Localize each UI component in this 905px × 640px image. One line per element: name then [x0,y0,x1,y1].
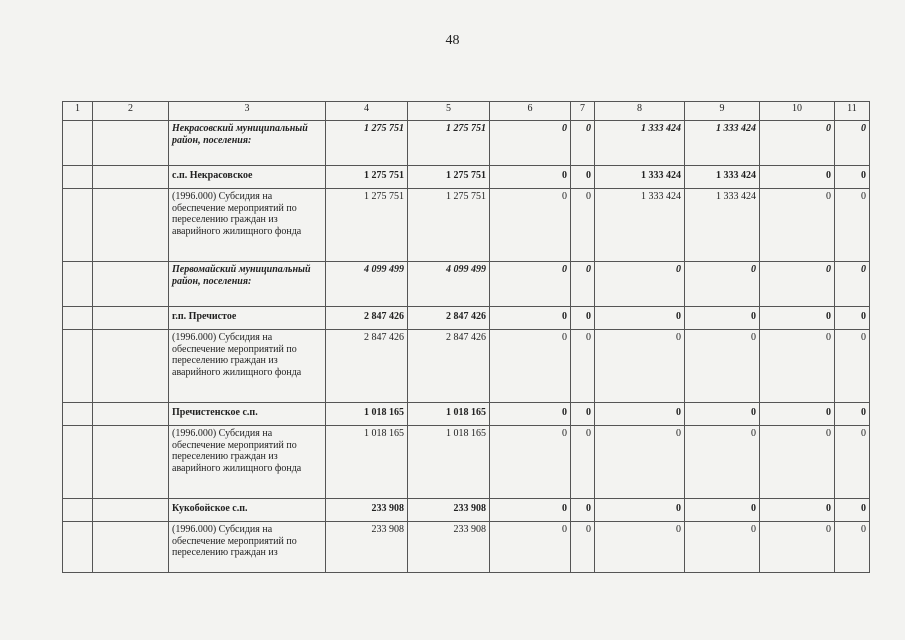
cell-col-8: 0 [595,426,685,499]
cell-col-7: 0 [571,262,595,307]
cell-col-6: 0 [490,166,571,189]
cell-col-4: 1 275 751 [326,121,408,166]
cell-col-4: 2 847 426 [326,307,408,330]
cell-col-4: 1 018 165 [326,403,408,426]
page-number: 48 [445,33,460,48]
cell-col-11: 0 [835,189,870,262]
cell-col-8: 0 [595,522,685,573]
cell-name: Некрасовский муниципальный район, поселения: [169,121,326,166]
cell-col-5: 2 847 426 [408,330,490,403]
cell-col-9: 1 333 424 [685,166,760,189]
cell-col-1 [63,121,93,166]
budget-table [62,101,870,573]
cell-col-7: 0 [571,499,595,522]
cell-col-5: 1 018 165 [408,426,490,499]
cell-col-11: 0 [835,426,870,499]
header-cell: 3 [169,102,326,121]
cell-col-6: 0 [490,121,571,166]
cell-col-11: 0 [835,307,870,330]
cell-col-1 [63,522,93,573]
cell-col-2 [93,522,169,573]
cell-col-10: 0 [760,189,835,262]
cell-col-10: 0 [760,121,835,166]
cell-col-1 [63,403,93,426]
cell-name: (1996.000) Субсидия на обеспечение мероприятий по переселению граждан из аварийного жилищного фонда [169,426,326,499]
cell-col-11: 0 [835,166,870,189]
table-row-detail-last [63,522,870,573]
header-cell: 7 [571,102,595,121]
cell-col-2 [93,262,169,307]
cell-col-7: 0 [571,522,595,573]
header-cell: 1 [63,102,93,121]
cell-col-7: 0 [571,121,595,166]
cell-col-5: 1 275 751 [408,166,490,189]
table-row-settle [63,166,870,189]
cell-col-9: 0 [685,522,760,573]
cell-col-9: 1 333 424 [685,121,760,166]
cell-col-5: 2 847 426 [408,307,490,330]
cell-col-2 [93,121,169,166]
cell-name: с.п. Некрасовское [169,166,326,189]
header-row [63,102,870,121]
cell-name: (1996.000) Субсидия на обеспечение мероприятий по переселению граждан из [169,522,326,573]
cell-col-10: 0 [760,307,835,330]
cell-col-4: 233 908 [326,499,408,522]
cell-col-8: 0 [595,330,685,403]
cell-col-10: 0 [760,522,835,573]
cell-col-11: 0 [835,499,870,522]
table-row-settle [63,307,870,330]
cell-col-5: 1 275 751 [408,121,490,166]
table-row-settle [63,403,870,426]
table-row-detail [63,330,870,403]
cell-col-9: 0 [685,262,760,307]
cell-col-1 [63,330,93,403]
cell-col-8: 1 333 424 [595,166,685,189]
cell-name: г.п. Пречистое [169,307,326,330]
cell-col-1 [63,499,93,522]
header-cell: 10 [760,102,835,121]
cell-col-9: 0 [685,307,760,330]
cell-col-8: 1 333 424 [595,189,685,262]
cell-col-4: 1 275 751 [326,166,408,189]
cell-col-4: 233 908 [326,522,408,573]
header-cell: 4 [326,102,408,121]
cell-col-5: 4 099 499 [408,262,490,307]
cell-col-7: 0 [571,330,595,403]
cell-col-8: 0 [595,499,685,522]
cell-col-7: 0 [571,166,595,189]
cell-col-5: 233 908 [408,522,490,573]
cell-col-6: 0 [490,426,571,499]
cell-col-11: 0 [835,330,870,403]
header-cell: 5 [408,102,490,121]
cell-name: (1996.000) Субсидия на обеспечение мероприятий по переселению граждан из аварийного жилищного фонда [169,189,326,262]
cell-col-1 [63,307,93,330]
cell-col-6: 0 [490,262,571,307]
cell-col-5: 233 908 [408,499,490,522]
cell-col-8: 0 [595,262,685,307]
table-row-detail [63,189,870,262]
cell-col-1 [63,166,93,189]
cell-col-6: 0 [490,403,571,426]
cell-col-7: 0 [571,403,595,426]
cell-col-11: 0 [835,522,870,573]
cell-col-6: 0 [490,499,571,522]
cell-col-10: 0 [760,330,835,403]
cell-col-9: 0 [685,499,760,522]
cell-col-2 [93,403,169,426]
cell-col-6: 0 [490,522,571,573]
cell-col-9: 0 [685,330,760,403]
cell-col-4: 4 099 499 [326,262,408,307]
cell-col-2 [93,189,169,262]
cell-col-2 [93,499,169,522]
cell-col-10: 0 [760,426,835,499]
cell-name: Первомайский муниципальный район, поселения: [169,262,326,307]
cell-col-4: 1 275 751 [326,189,408,262]
cell-col-9: 1 333 424 [685,189,760,262]
cell-col-6: 0 [490,307,571,330]
table-row-settle [63,499,870,522]
cell-col-7: 0 [571,307,595,330]
cell-col-2 [93,330,169,403]
cell-col-2 [93,166,169,189]
cell-col-11: 0 [835,121,870,166]
cell-col-1 [63,262,93,307]
cell-col-2 [93,426,169,499]
cell-col-8: 0 [595,307,685,330]
cell-col-6: 0 [490,189,571,262]
cell-name: Пречистенское с.п. [169,403,326,426]
header-cell: 9 [685,102,760,121]
cell-col-10: 0 [760,166,835,189]
cell-col-2 [93,307,169,330]
cell-col-1 [63,426,93,499]
cell-col-9: 0 [685,403,760,426]
cell-col-10: 0 [760,403,835,426]
cell-col-11: 0 [835,403,870,426]
cell-col-9: 0 [685,426,760,499]
cell-col-4: 1 018 165 [326,426,408,499]
cell-col-6: 0 [490,330,571,403]
table-row-district [63,121,870,166]
cell-col-8: 1 333 424 [595,121,685,166]
cell-col-11: 0 [835,262,870,307]
cell-name: Кукобойское с.п. [169,499,326,522]
cell-col-4: 2 847 426 [326,330,408,403]
cell-col-8: 0 [595,403,685,426]
header-cell: 2 [93,102,169,121]
cell-col-7: 0 [571,426,595,499]
header-cell: 11 [835,102,870,121]
cell-col-5: 1 275 751 [408,189,490,262]
cell-col-1 [63,189,93,262]
cell-name: (1996.000) Субсидия на обеспечение мероприятий по переселению граждан из аварийного жилищного фонда [169,330,326,403]
cell-col-5: 1 018 165 [408,403,490,426]
table-row-district [63,262,870,307]
cell-col-7: 0 [571,189,595,262]
cell-col-10: 0 [760,499,835,522]
header-cell: 6 [490,102,571,121]
table-row-detail [63,426,870,499]
cell-col-10: 0 [760,262,835,307]
header-cell: 8 [595,102,685,121]
